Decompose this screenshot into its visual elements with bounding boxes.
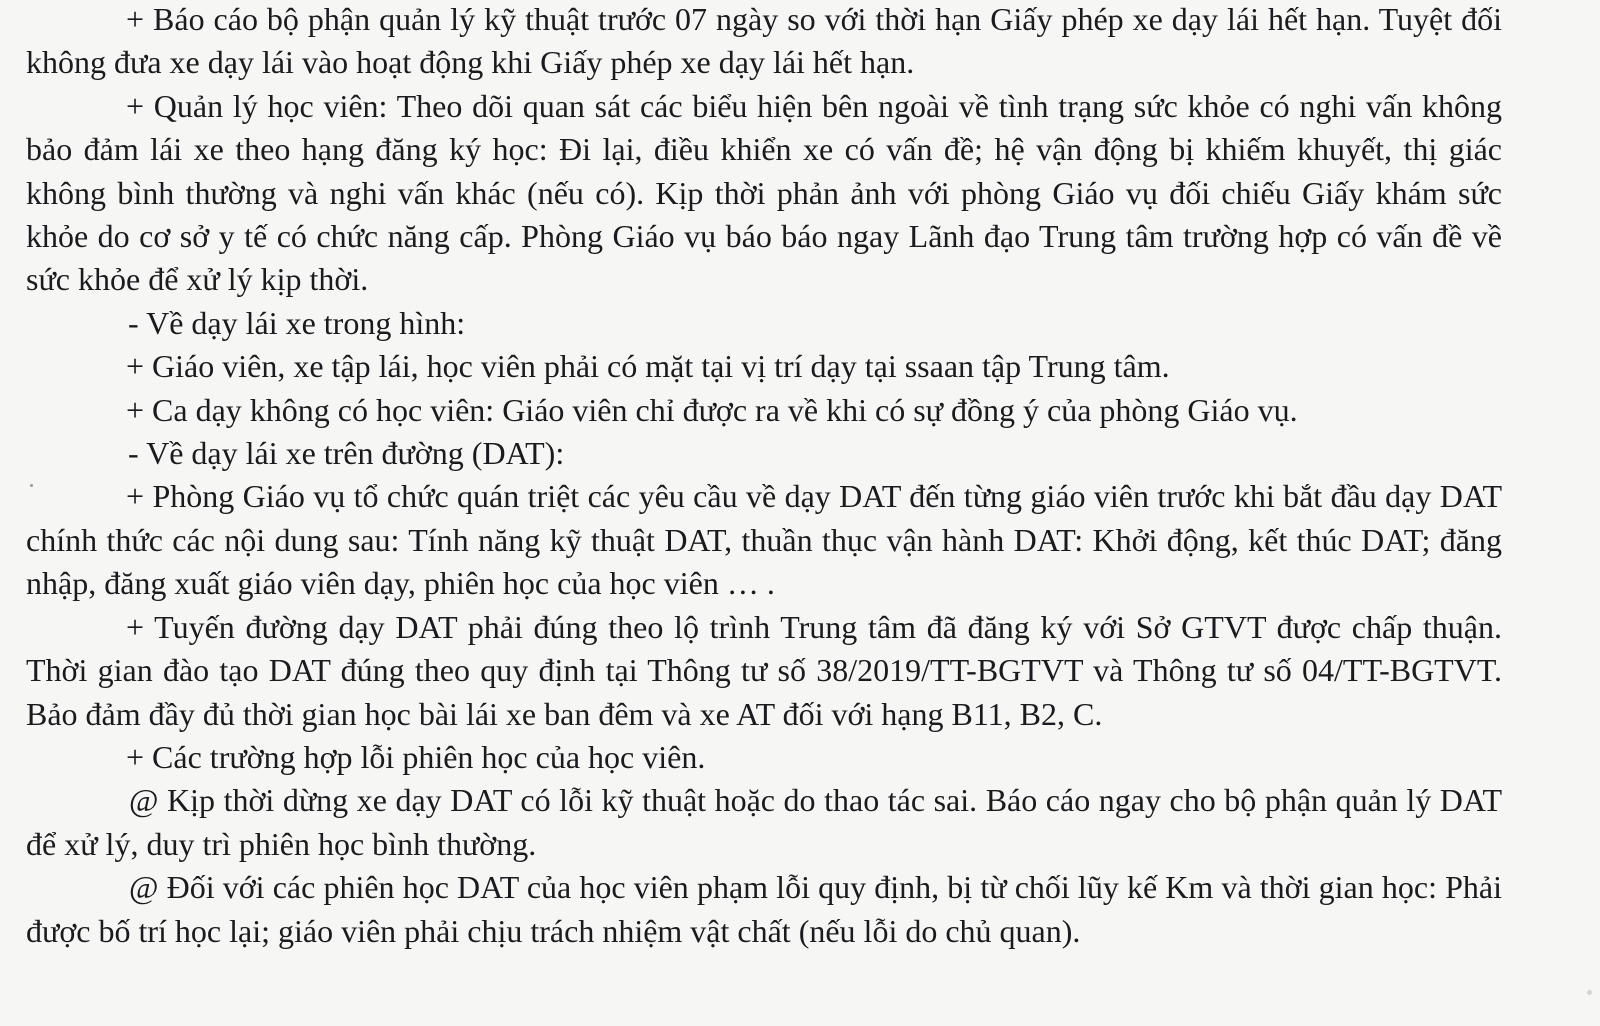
paragraph-dat-briefing: + Phòng Giáo vụ tổ chức quán triệt các yêu cầu về dạy DAT đến từng giáo viên trước khi bắt đầu dạy DAT chính thức các nội dung sau: Tính năng kỹ thuật DAT, thuần thục vận hành DAT: Khởi động, kết thúc DAT; đăng nhập, đăng xuất giáo viên dạy, phiên học của học viên … . <box>26 478 1502 602</box>
heading-in-yard-driving: - Về dạy lái xe trong hình: <box>128 304 466 341</box>
paragraph-vehicle-license-report: + Báo cáo bộ phận quản lý kỹ thuật trước 07 ngày so với thời hạn Giấy phép xe dạy lái hết hạn. Tuyệt đối không đưa xe dạy lái vào hoạt động khi Giấy phép xe dạy lái hết hạn. <box>26 1 1502 81</box>
paragraph-presence-at-yard: + Giáo viên, xe tập lái, học viên phải có mặt tại vị trí dạy tại ssaan tập Trung tâm. <box>126 348 1170 385</box>
scan-edge-mark <box>1587 990 1592 995</box>
paragraph-session-errors: + Các trường hợp lỗi phiên học của học viên. <box>126 738 706 775</box>
heading-on-road-driving-dat: - Về dạy lái xe trên đường (DAT): <box>128 435 565 472</box>
scan-speck <box>30 484 33 487</box>
paragraph-rejected-sessions: @ Đối với các phiên học DAT của học viên phạm lỗi quy định, bị từ chối lũy kế Km và thời gian học: Phải được bố trí học lại; giáo viên phải chịu trách nhiệm vật chất (nếu lỗi do chủ quan). <box>26 869 1502 949</box>
paragraph-dat-route: + Tuyến đường dạy DAT phải đúng theo lộ trình Trung tâm đã đăng ký với Sở GTVT được chấp thuận. Thời gian đào tạo DAT đúng theo quy định tại Thông tư số 38/2019/TT-BGTVT và Thông tư số 04/TT-BGTVT. Bảo đảm đầy đủ thời gian học bài lái xe ban đêm và xe AT đối với hạng B11, B2, C. <box>26 608 1502 732</box>
paragraph-no-student-shift: + Ca dạy không có học viên: Giáo viên chỉ được ra về khi có sự đồng ý của phòng Giáo vụ. <box>126 391 1298 428</box>
document-body <box>26 0 1502 953</box>
paragraph-student-management: + Quản lý học viên: Theo dõi quan sát các biểu hiện bên ngoài về tình trạng sức khỏe có nghi vấn không bảo đảm lái xe theo hạng đăng ký học: Đi lại, điều khiển xe có vấn đề; hệ vận động bị khiếm khuyết, thị giác không bình thường và nghi vấn khác (nếu có). Kịp thời phản ảnh với phòng Giáo vụ đối chiếu Giấy khám sức khỏe do cơ sở y tế có chức năng cấp. Phòng Giáo vụ báo báo ngay Lãnh đạo Trung tâm trường hợp có vấn đề về sức khỏe để xử lý kịp thời. <box>26 87 1502 298</box>
paragraph-stop-dat-vehicle: @ Kịp thời dừng xe dạy DAT có lỗi kỹ thuật hoặc do thao tác sai. Báo cáo ngay cho bộ phận quản lý DAT để xử lý, duy trì phiên học bình thường. <box>26 782 1502 862</box>
